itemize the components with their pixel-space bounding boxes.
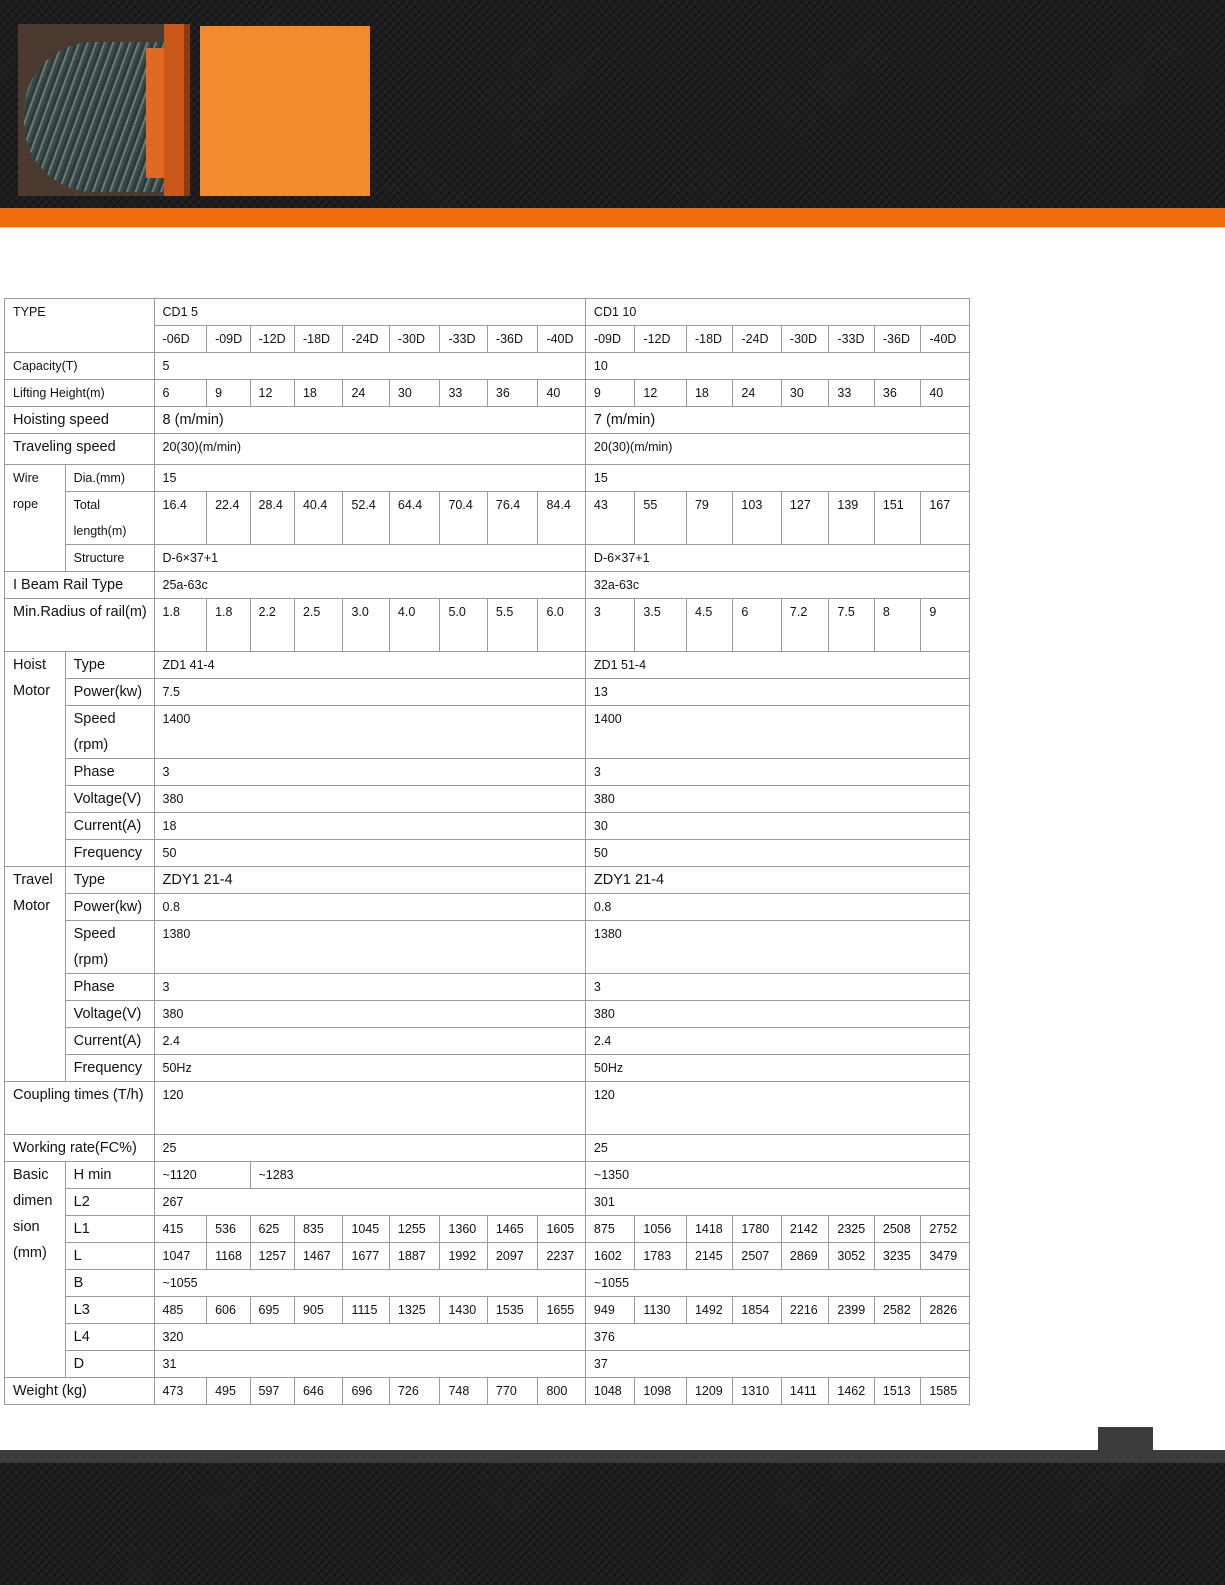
row-min-radius bbox=[5, 599, 970, 652]
structure-b: D-6×37+1 bbox=[585, 545, 969, 572]
cell: 1115 bbox=[343, 1297, 389, 1324]
hmin-label: H min bbox=[65, 1162, 154, 1189]
code-b: -12D bbox=[635, 326, 687, 353]
row-working-rate bbox=[5, 1135, 970, 1162]
hoist-row-label: Current(A) bbox=[65, 813, 154, 840]
cell: 1535 bbox=[487, 1297, 538, 1324]
cell: 3.5 bbox=[635, 599, 687, 652]
row-hoist-type bbox=[5, 652, 970, 679]
travel-a: 0.8 bbox=[154, 894, 585, 921]
code-a: -06D bbox=[154, 326, 207, 353]
row-l bbox=[5, 1243, 970, 1270]
hoist-b: 13 bbox=[585, 679, 969, 706]
cell: 2507 bbox=[733, 1243, 782, 1270]
code-a: -12D bbox=[250, 326, 294, 353]
travel-a: 380 bbox=[154, 1001, 585, 1028]
cell: 76.4 bbox=[487, 492, 538, 545]
cell: 4.5 bbox=[686, 599, 732, 652]
row-capacity bbox=[5, 353, 970, 380]
cell: 1602 bbox=[585, 1243, 635, 1270]
cell: 415 bbox=[154, 1216, 207, 1243]
cell: 127 bbox=[781, 492, 828, 545]
d-a: 31 bbox=[154, 1351, 585, 1378]
cell: 1047 bbox=[154, 1243, 207, 1270]
code-b: -33D bbox=[829, 326, 874, 353]
cell: 1854 bbox=[733, 1297, 782, 1324]
cell: 1462 bbox=[829, 1378, 874, 1405]
travel-b: 3 bbox=[585, 974, 969, 1001]
hoist-a: 3 bbox=[154, 759, 585, 786]
code-a: -09D bbox=[207, 326, 250, 353]
cell: 18 bbox=[294, 380, 343, 407]
cell: 2.5 bbox=[294, 599, 343, 652]
row-b bbox=[5, 1270, 970, 1297]
code-a: -36D bbox=[487, 326, 538, 353]
cell: 151 bbox=[874, 492, 920, 545]
cell: 2826 bbox=[921, 1297, 970, 1324]
travel-a: 50Hz bbox=[154, 1055, 585, 1082]
cell: 1887 bbox=[389, 1243, 440, 1270]
cell: 800 bbox=[538, 1378, 585, 1405]
travel-b: ZDY1 21-4 bbox=[585, 867, 969, 894]
cell: 1098 bbox=[635, 1378, 687, 1405]
cell: 1677 bbox=[343, 1243, 389, 1270]
row-hoist-power bbox=[5, 679, 970, 706]
header-banner bbox=[0, 0, 1225, 208]
cell: 2752 bbox=[921, 1216, 970, 1243]
cell: 949 bbox=[585, 1297, 635, 1324]
row-hoist-speed bbox=[5, 706, 970, 759]
drum-frame bbox=[164, 24, 190, 196]
cell: 695 bbox=[250, 1297, 294, 1324]
dia-a: 15 bbox=[154, 465, 585, 492]
row-i-beam bbox=[5, 572, 970, 599]
d-b: 37 bbox=[585, 1351, 969, 1378]
d-label: D bbox=[65, 1351, 154, 1378]
cell: 22.4 bbox=[207, 492, 250, 545]
cell: 1255 bbox=[389, 1216, 440, 1243]
b-label: B bbox=[65, 1270, 154, 1297]
hoist-row-label: Type bbox=[65, 652, 154, 679]
footer-divider bbox=[0, 1450, 1225, 1463]
cell: 167 bbox=[921, 492, 970, 545]
row-type bbox=[5, 299, 970, 326]
hoist-row-label: Speed (rpm) bbox=[65, 706, 154, 759]
cell: 36 bbox=[874, 380, 920, 407]
row-travel-voltage bbox=[5, 1001, 970, 1028]
cell: 2399 bbox=[829, 1297, 874, 1324]
row-coupling bbox=[5, 1082, 970, 1135]
row-hoisting-speed bbox=[5, 407, 970, 434]
hoist-row-label: Voltage(V) bbox=[65, 786, 154, 813]
cell: 1.8 bbox=[207, 599, 250, 652]
hoist-row-label: Power(kw) bbox=[65, 679, 154, 706]
cell: 597 bbox=[250, 1378, 294, 1405]
row-hoist-phase bbox=[5, 759, 970, 786]
capacity-b: 10 bbox=[585, 353, 969, 380]
travel-b: 380 bbox=[585, 1001, 969, 1028]
cell: 2142 bbox=[781, 1216, 828, 1243]
cell: 52.4 bbox=[343, 492, 389, 545]
cell: 875 bbox=[585, 1216, 635, 1243]
cell: 4.0 bbox=[389, 599, 440, 652]
l2-b: 301 bbox=[585, 1189, 969, 1216]
row-l3 bbox=[5, 1297, 970, 1324]
cell: 79 bbox=[686, 492, 732, 545]
travel-row-label: Frequency bbox=[65, 1055, 154, 1082]
orange-divider-band bbox=[0, 208, 1225, 227]
cell: 1418 bbox=[686, 1216, 732, 1243]
basic-dimension-label: Basic dimen sion (mm) bbox=[5, 1162, 66, 1378]
cell: 2582 bbox=[874, 1297, 920, 1324]
l2-label: L2 bbox=[65, 1189, 154, 1216]
row-travel-speed bbox=[5, 921, 970, 974]
hmin-a2: ~1283 bbox=[250, 1162, 585, 1189]
code-b: -36D bbox=[874, 326, 920, 353]
cell: 40 bbox=[538, 380, 585, 407]
cell: 1168 bbox=[207, 1243, 250, 1270]
travel-row-label: Current(A) bbox=[65, 1028, 154, 1055]
l4-a: 320 bbox=[154, 1324, 585, 1351]
hoist-a: ZD1 41-4 bbox=[154, 652, 585, 679]
hoisting-speed-b: 7 (m/min) bbox=[585, 407, 969, 434]
cell: 1430 bbox=[440, 1297, 487, 1324]
cell: 24 bbox=[733, 380, 782, 407]
cell: 1465 bbox=[487, 1216, 538, 1243]
travel-motor-label: Travel Motor bbox=[5, 867, 66, 1082]
hoist-row-label: Phase bbox=[65, 759, 154, 786]
hoist-a: 380 bbox=[154, 786, 585, 813]
hoist-b: 380 bbox=[585, 786, 969, 813]
cell: 485 bbox=[154, 1297, 207, 1324]
capacity-label: Capacity(T) bbox=[5, 353, 155, 380]
travel-row-label: Type bbox=[65, 867, 154, 894]
cell: 40.4 bbox=[294, 492, 343, 545]
row-hoist-frequency bbox=[5, 840, 970, 867]
cell: 139 bbox=[829, 492, 874, 545]
cell: 1492 bbox=[686, 1297, 732, 1324]
coupling-b: 120 bbox=[585, 1082, 969, 1135]
cell: 1360 bbox=[440, 1216, 487, 1243]
cell: 3052 bbox=[829, 1243, 874, 1270]
spec-table bbox=[4, 298, 970, 1405]
cell: 1783 bbox=[635, 1243, 687, 1270]
code-a: -30D bbox=[389, 326, 440, 353]
cell: 43 bbox=[585, 492, 635, 545]
traveling-speed-label: Traveling speed bbox=[5, 434, 155, 465]
cell: 2325 bbox=[829, 1216, 874, 1243]
cell: 770 bbox=[487, 1378, 538, 1405]
cell: 64.4 bbox=[389, 492, 440, 545]
working-rate-label: Working rate(FC%) bbox=[5, 1135, 155, 1162]
cell: 2869 bbox=[781, 1243, 828, 1270]
hoist-a: 18 bbox=[154, 813, 585, 840]
row-hmin bbox=[5, 1162, 970, 1189]
capacity-a: 5 bbox=[154, 353, 585, 380]
l-label: L bbox=[65, 1243, 154, 1270]
cell: 3479 bbox=[921, 1243, 970, 1270]
row-travel-phase bbox=[5, 974, 970, 1001]
cell: 606 bbox=[207, 1297, 250, 1324]
travel-b: 50Hz bbox=[585, 1055, 969, 1082]
travel-a: 3 bbox=[154, 974, 585, 1001]
code-b: -40D bbox=[921, 326, 970, 353]
weight-label: Weight (kg) bbox=[5, 1378, 155, 1405]
cell: 30 bbox=[781, 380, 828, 407]
travel-a: 1380 bbox=[154, 921, 585, 974]
cell: 40 bbox=[921, 380, 970, 407]
cell: 1257 bbox=[250, 1243, 294, 1270]
row-traveling-speed bbox=[5, 434, 970, 465]
cell: 7.2 bbox=[781, 599, 828, 652]
code-a: -24D bbox=[343, 326, 389, 353]
cell: 103 bbox=[733, 492, 782, 545]
type-label: TYPE bbox=[5, 299, 155, 353]
cell: 9 bbox=[585, 380, 635, 407]
total-length-label: Total length(m) bbox=[65, 492, 154, 545]
cell: 625 bbox=[250, 1216, 294, 1243]
wire-rope-label: Wire rope bbox=[5, 465, 66, 572]
cell: 1655 bbox=[538, 1297, 585, 1324]
row-l4 bbox=[5, 1324, 970, 1351]
hoist-b: 3 bbox=[585, 759, 969, 786]
hmin-b: ~1350 bbox=[585, 1162, 969, 1189]
cell: 1780 bbox=[733, 1216, 782, 1243]
l4-b: 376 bbox=[585, 1324, 969, 1351]
cell: 12 bbox=[635, 380, 687, 407]
cell: 2216 bbox=[781, 1297, 828, 1324]
l2-a: 267 bbox=[154, 1189, 585, 1216]
cell: 16.4 bbox=[154, 492, 207, 545]
code-b: -09D bbox=[585, 326, 635, 353]
code-a: -33D bbox=[440, 326, 487, 353]
row-travel-power bbox=[5, 894, 970, 921]
traveling-speed-b: 20(30)(m/min) bbox=[585, 434, 969, 465]
cell: 55 bbox=[635, 492, 687, 545]
code-a: -40D bbox=[538, 326, 585, 353]
row-travel-frequency bbox=[5, 1055, 970, 1082]
code-b: -30D bbox=[781, 326, 828, 353]
cell: 2145 bbox=[686, 1243, 732, 1270]
cell: 3 bbox=[585, 599, 635, 652]
travel-b: 2.4 bbox=[585, 1028, 969, 1055]
row-d bbox=[5, 1351, 970, 1378]
cell: 3.0 bbox=[343, 599, 389, 652]
row-hoist-current bbox=[5, 813, 970, 840]
cell: 1056 bbox=[635, 1216, 687, 1243]
cell: 905 bbox=[294, 1297, 343, 1324]
travel-b: 0.8 bbox=[585, 894, 969, 921]
hoist-motor-label: Hoist Motor bbox=[5, 652, 66, 867]
page-number-tab bbox=[1098, 1427, 1153, 1450]
l4-label: L4 bbox=[65, 1324, 154, 1351]
cell: 5.5 bbox=[487, 599, 538, 652]
hoist-b: 30 bbox=[585, 813, 969, 840]
structure-a: D-6×37+1 bbox=[154, 545, 585, 572]
cell: 726 bbox=[389, 1378, 440, 1405]
coupling-label: Coupling times (T/h) bbox=[5, 1082, 155, 1135]
cell: 1209 bbox=[686, 1378, 732, 1405]
hoisting-speed-a: 8 (m/min) bbox=[154, 407, 585, 434]
cell: 1048 bbox=[585, 1378, 635, 1405]
hoist-a: 50 bbox=[154, 840, 585, 867]
cell: 1467 bbox=[294, 1243, 343, 1270]
hoisting-speed-label: Hoisting speed bbox=[5, 407, 155, 434]
l3-label: L3 bbox=[65, 1297, 154, 1324]
row-travel-type bbox=[5, 867, 970, 894]
cell: 1.8 bbox=[154, 599, 207, 652]
cell: 8 bbox=[874, 599, 920, 652]
hoist-a: 7.5 bbox=[154, 679, 585, 706]
cell: 696 bbox=[343, 1378, 389, 1405]
cell: 536 bbox=[207, 1216, 250, 1243]
travel-row-label: Voltage(V) bbox=[65, 1001, 154, 1028]
coupling-a: 120 bbox=[154, 1082, 585, 1135]
l1-label: L1 bbox=[65, 1216, 154, 1243]
hoist-b: ZD1 51-4 bbox=[585, 652, 969, 679]
travel-b: 1380 bbox=[585, 921, 969, 974]
row-wire-total-length bbox=[5, 492, 970, 545]
traveling-speed-a: 20(30)(m/min) bbox=[154, 434, 585, 465]
cell: 24 bbox=[343, 380, 389, 407]
hoist-a: 1400 bbox=[154, 706, 585, 759]
cell: 473 bbox=[154, 1378, 207, 1405]
row-wire-dia bbox=[5, 465, 970, 492]
cell: 9 bbox=[207, 380, 250, 407]
structure-label: Structure bbox=[65, 545, 154, 572]
hoist-b: 50 bbox=[585, 840, 969, 867]
cell: 1325 bbox=[389, 1297, 440, 1324]
cell: 36 bbox=[487, 380, 538, 407]
cell: 2237 bbox=[538, 1243, 585, 1270]
cell: 646 bbox=[294, 1378, 343, 1405]
cell: 5.0 bbox=[440, 599, 487, 652]
i-beam-label: I Beam Rail Type bbox=[5, 572, 155, 599]
orange-accent-block bbox=[200, 26, 370, 196]
row-hoist-voltage bbox=[5, 786, 970, 813]
i-beam-b: 32a-63c bbox=[585, 572, 969, 599]
series-cd1-10: CD1 10 bbox=[585, 299, 969, 326]
row-weight bbox=[5, 1378, 970, 1405]
cell: 30 bbox=[389, 380, 440, 407]
code-b: -24D bbox=[733, 326, 782, 353]
drum-flange bbox=[146, 48, 166, 178]
row-lifting-height bbox=[5, 380, 970, 407]
cell: 70.4 bbox=[440, 492, 487, 545]
cell: 1513 bbox=[874, 1378, 920, 1405]
cell: 18 bbox=[686, 380, 732, 407]
cell: 6 bbox=[154, 380, 207, 407]
cell: 2097 bbox=[487, 1243, 538, 1270]
cell: 9 bbox=[921, 599, 970, 652]
cell: 1310 bbox=[733, 1378, 782, 1405]
cell: 495 bbox=[207, 1378, 250, 1405]
cell: 1130 bbox=[635, 1297, 687, 1324]
footer-banner bbox=[0, 1463, 1225, 1585]
cell: 2508 bbox=[874, 1216, 920, 1243]
hoist-b: 1400 bbox=[585, 706, 969, 759]
wire-rope-drum-photo bbox=[18, 24, 190, 196]
row-l1 bbox=[5, 1216, 970, 1243]
cell: 1411 bbox=[781, 1378, 828, 1405]
cell: 33 bbox=[440, 380, 487, 407]
cell: 6.0 bbox=[538, 599, 585, 652]
cell: 1045 bbox=[343, 1216, 389, 1243]
cell: 2.2 bbox=[250, 599, 294, 652]
cell: 12 bbox=[250, 380, 294, 407]
code-a: -18D bbox=[294, 326, 343, 353]
b-a: ~1055 bbox=[154, 1270, 585, 1297]
row-l2 bbox=[5, 1189, 970, 1216]
cell: 6 bbox=[733, 599, 782, 652]
cell: 7.5 bbox=[829, 599, 874, 652]
dia-label: Dia.(mm) bbox=[65, 465, 154, 492]
working-rate-a: 25 bbox=[154, 1135, 585, 1162]
min-radius-label: Min.Radius of rail(m) bbox=[5, 599, 155, 652]
row-wire-structure bbox=[5, 545, 970, 572]
travel-row-label: Speed (rpm) bbox=[65, 921, 154, 974]
lifting-height-label: Lifting Height(m) bbox=[5, 380, 155, 407]
cell: 748 bbox=[440, 1378, 487, 1405]
travel-row-label: Power(kw) bbox=[65, 894, 154, 921]
i-beam-a: 25a-63c bbox=[154, 572, 585, 599]
hoist-row-label: Frequency bbox=[65, 840, 154, 867]
working-rate-b: 25 bbox=[585, 1135, 969, 1162]
cell: 33 bbox=[829, 380, 874, 407]
cell: 84.4 bbox=[538, 492, 585, 545]
cell: 835 bbox=[294, 1216, 343, 1243]
cell: 1585 bbox=[921, 1378, 970, 1405]
hmin-a1: ~1120 bbox=[154, 1162, 250, 1189]
code-b: -18D bbox=[686, 326, 732, 353]
dia-b: 15 bbox=[585, 465, 969, 492]
cell: 28.4 bbox=[250, 492, 294, 545]
cell: 1605 bbox=[538, 1216, 585, 1243]
b-b: ~1055 bbox=[585, 1270, 969, 1297]
series-cd1-5: CD1 5 bbox=[154, 299, 585, 326]
travel-row-label: Phase bbox=[65, 974, 154, 1001]
travel-a: 2.4 bbox=[154, 1028, 585, 1055]
travel-a: ZDY1 21-4 bbox=[154, 867, 585, 894]
row-travel-current bbox=[5, 1028, 970, 1055]
cell: 1992 bbox=[440, 1243, 487, 1270]
cell: 3235 bbox=[874, 1243, 920, 1270]
